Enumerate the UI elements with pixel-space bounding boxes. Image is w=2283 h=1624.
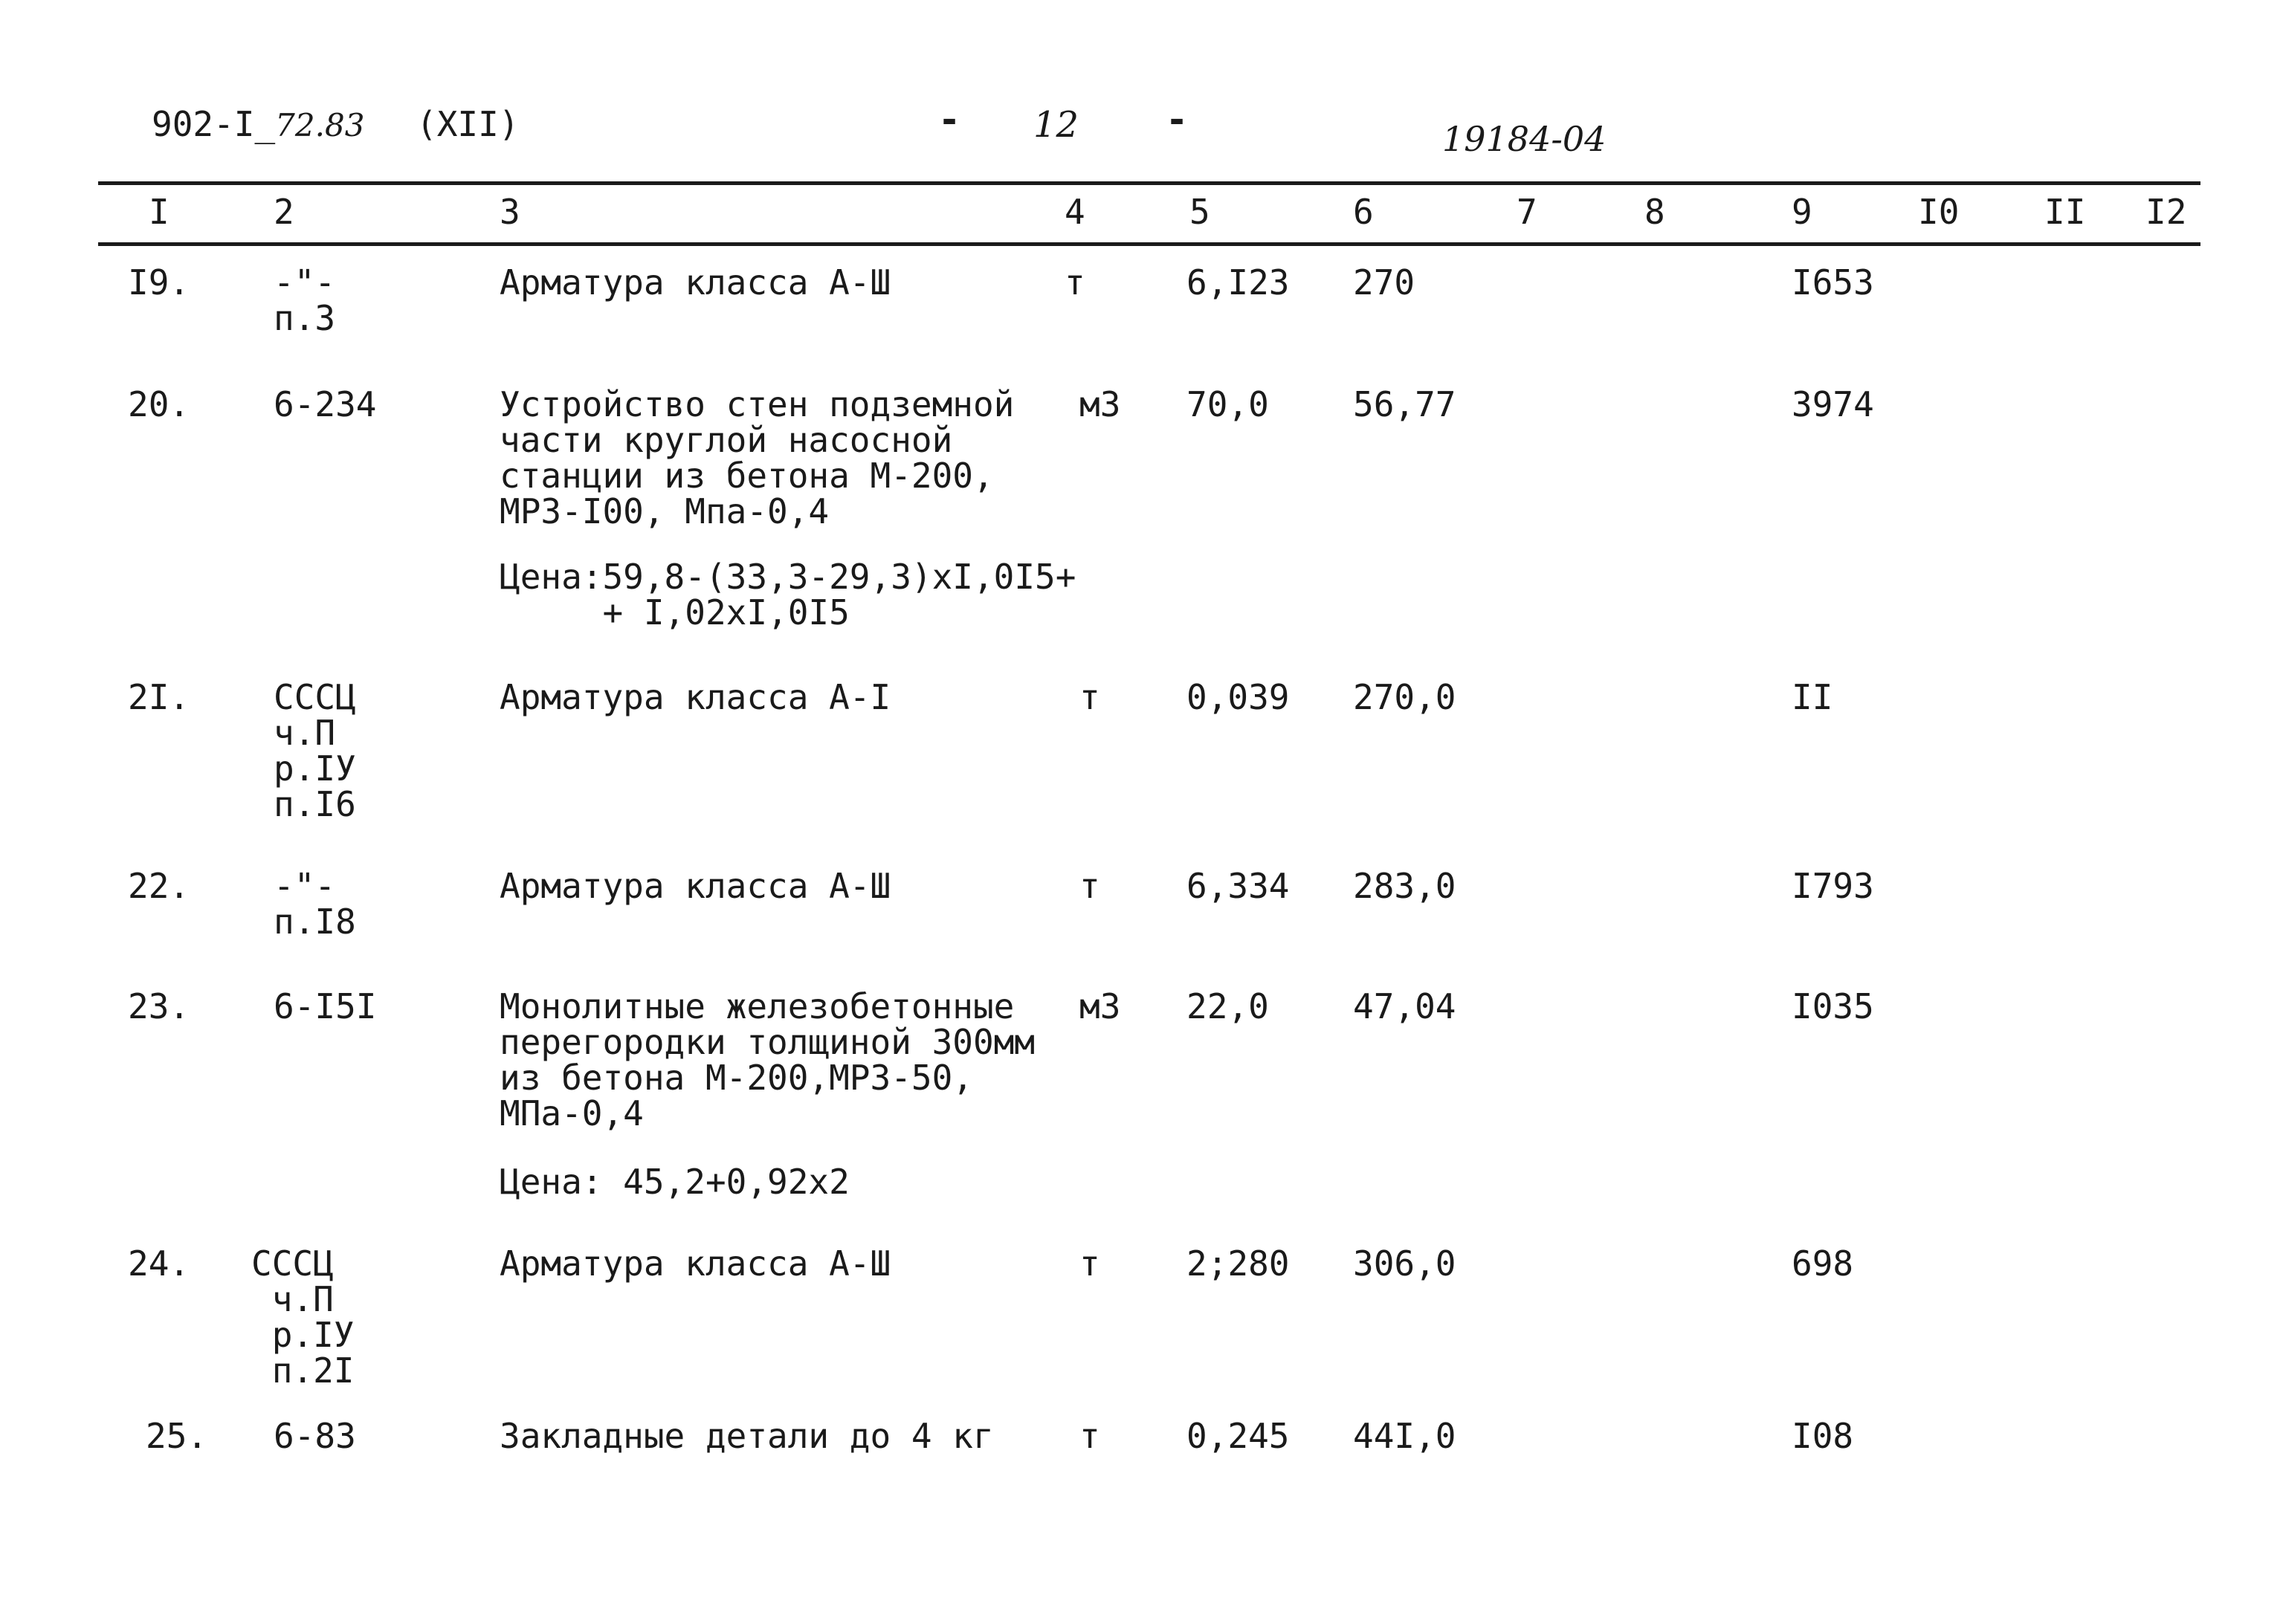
norm-reference: -"- п.3: [274, 262, 336, 338]
document-code-handwritten: 72.83: [275, 107, 365, 143]
unit: т: [1079, 1243, 1100, 1284]
total-cost: I793: [1792, 866, 1874, 906]
row-number: 23.: [128, 986, 190, 1026]
total-cost: II: [1792, 677, 1833, 717]
row-number: I9.: [128, 262, 190, 303]
total-cost: I035: [1792, 986, 1874, 1026]
unit: т: [1079, 677, 1100, 717]
total-cost: 698: [1792, 1243, 1854, 1284]
price-formula: Цена: 45,2+0,92х2: [500, 1162, 850, 1202]
column-header-2: 2: [274, 192, 294, 232]
column-header-4: 4: [1065, 192, 1085, 232]
norm-reference: -"- п.I8: [274, 866, 356, 942]
unit-price: 47,04: [1353, 986, 1456, 1026]
column-header-9: 9: [1792, 192, 1812, 232]
price-formula: Цена:59,8-(33,3-29,3)хI,0I5+ + I,02хI,0I5: [500, 557, 1076, 633]
norm-reference: 6-234: [274, 384, 377, 424]
column-header-7: 7: [1517, 192, 1537, 232]
unit: т: [1079, 1416, 1100, 1456]
row-number: 24.: [128, 1243, 190, 1284]
norm-reference: СССЦ ч.П р.IУ п.I6: [274, 677, 356, 824]
row-number: 2I.: [128, 677, 190, 717]
unit-price: 306,0: [1353, 1243, 1456, 1284]
quantity: 22,0: [1186, 986, 1269, 1026]
work-description: Арматура класса А-Ш: [500, 1243, 891, 1284]
page-number: 12: [1033, 104, 1079, 146]
unit-price: 270: [1353, 262, 1415, 303]
unit-price: 44I,0: [1353, 1416, 1456, 1456]
page-dash-right: -: [1166, 98, 1189, 141]
column-header-6: 6: [1353, 192, 1374, 232]
total-cost: I08: [1792, 1416, 1854, 1456]
work-description: Арматура класса А-Ш: [500, 262, 891, 303]
column-header-12: I2: [2145, 192, 2187, 232]
quantity: 70,0: [1186, 384, 1269, 424]
column-header-5: 5: [1189, 192, 1210, 232]
norm-reference: СССЦ ч.П р.IУ п.2I: [251, 1243, 355, 1391]
norm-reference: 6-83: [274, 1416, 356, 1456]
quantity: 0,039: [1186, 677, 1290, 717]
document-code-print: 902-I_: [152, 104, 276, 144]
row-number: 22.: [128, 866, 190, 906]
column-header-8: 8: [1644, 192, 1665, 232]
quantity: 2;280: [1186, 1243, 1290, 1284]
quantity: 6,334: [1186, 866, 1290, 906]
work-description: Закладные детали до 4 кг: [500, 1416, 994, 1456]
unit: м3: [1079, 384, 1121, 424]
column-header-3: 3: [500, 192, 520, 232]
row-number: 20.: [128, 384, 190, 424]
work-description: Монолитные железобетонные перегородки толщиной 300мм из бетона М-200,МРЗ-50, МПа-0,4: [500, 986, 1036, 1133]
quantity: 0,245: [1186, 1416, 1290, 1456]
column-header-1: I: [149, 192, 169, 232]
unit-price: 270,0: [1353, 677, 1456, 717]
document-revision: (XII): [416, 104, 520, 144]
unit-price: 56,77: [1353, 384, 1456, 424]
table-top-rule: [98, 181, 2200, 185]
work-description: Арматура класса А-I: [500, 677, 891, 717]
column-header-10: I0: [1918, 192, 1960, 232]
unit: м3: [1079, 986, 1121, 1026]
unit: т: [1079, 866, 1100, 906]
work-description: Арматура класса А-Ш: [500, 866, 891, 906]
quantity: 6,I23: [1186, 262, 1290, 303]
page-dash-left: -: [938, 98, 961, 141]
table-header-rule: [98, 242, 2200, 246]
column-header-11: II: [2044, 192, 2086, 232]
row-number: 25.: [146, 1416, 208, 1456]
total-cost: I653: [1792, 262, 1874, 303]
norm-reference: 6-I5I: [274, 986, 377, 1026]
document-code: [152, 104, 364, 144]
unit-price: 283,0: [1353, 866, 1456, 906]
unit: т: [1065, 262, 1085, 303]
total-cost: 3974: [1792, 384, 1874, 424]
sheet-code: 19184-04: [1442, 119, 1607, 159]
work-description: Устройство стен подземной части круглой насосной станции из бетона М-200, МРЗ-I00, Мпа-0,4: [500, 384, 1015, 531]
